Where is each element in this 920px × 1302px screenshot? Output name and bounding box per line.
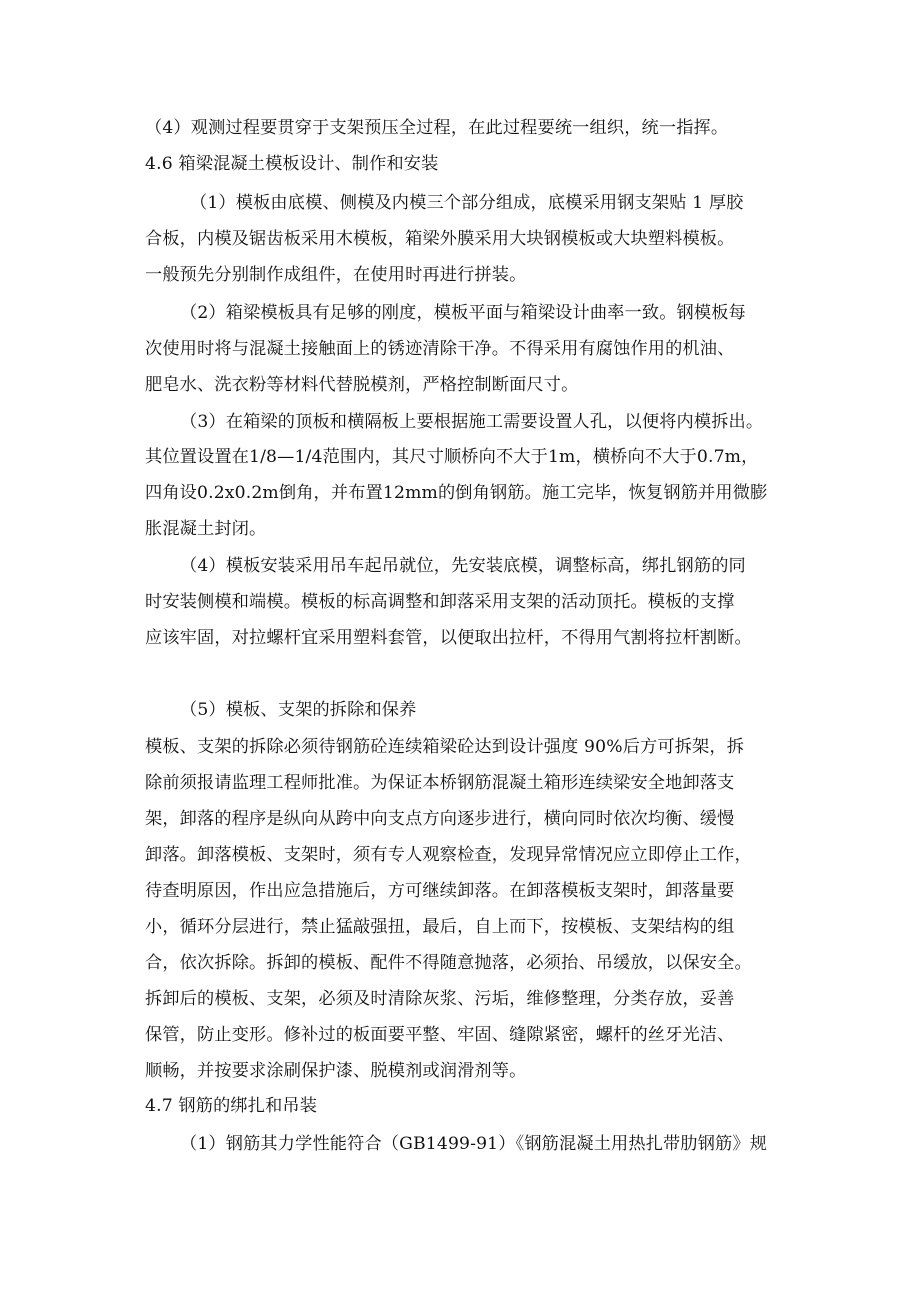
paragraph-5-line-5: 待查明原因，作出应急措施后，方可继续卸落。在卸落模板支架时，卸落量要	[145, 881, 735, 901]
paragraph-5-line-7: 合，依次拆除。拆卸的模板、配件不得随意抛落，必须抬、吊缓放，以保安全。	[145, 953, 752, 973]
paragraph-2-line-2: 次使用时将与混凝土接触面上的锈迹清除干净。不得采用有腐蚀作用的机油、	[145, 339, 735, 359]
paragraph-2-line-3: 肥皂水、洗衣粉等材料代替脱模剂，严格控制断面尺寸。	[145, 375, 579, 395]
paragraph-5-line-8: 拆卸后的模板、支架，必须及时清除灰浆、污垢，维修整理，分类存放，妥善	[145, 989, 735, 1009]
paragraph-3-line-1: （3）在箱梁的顶板和横隔板上要根据施工需要设置人孔，以便将内模拆出。	[180, 412, 764, 432]
paragraph-4-line-3: 应该牢固，对拉螺杆宜采用塑料套管，以便取出拉杆，不得用气割将拉杆割断。	[145, 628, 752, 648]
paragraph-1-line-2: 合板，内模及锯齿板采用木模板，箱梁外膜采用大块钢模板或大块塑料模板。	[145, 229, 735, 249]
paragraph-2-line-1: （2）箱梁模板具有足够的刚度，模板平面与箱梁设计曲率一致。钢模板每	[180, 303, 746, 323]
paragraph-5-line-4: 卸落。卸落模板、支架时，须有专人观察检查，发现异常情况应立即停止工作，	[145, 845, 752, 865]
paragraph-5-line-9: 保管，防止变形。修补过的板面要平整、牢固、缝隙紧密，螺杆的丝牙光洁、	[145, 1025, 735, 1045]
paragraph-1-line-3: 一般预先分别制作成组件，在使用时再进行拼装。	[145, 265, 527, 285]
paragraph-4-line-2: 时安装侧模和端模。模板的标高调整和卸落采用支架的活动顶托。模板的支撑	[145, 592, 735, 612]
paragraph-5-line-10: 顺畅，并按要求涂刷保护漆、脱模剂或润滑剂等。	[145, 1061, 527, 1081]
section-heading-4-7: 4.7 钢筋的绑扎和吊装	[145, 1096, 318, 1116]
paragraph-5-line-1: 模板、支架的拆除必须待钢筋砼连续箱梁砼达到设计强度 90%后方可拆架，拆	[145, 737, 745, 757]
paragraph-5-line-3: 架，卸落的程序是纵向从跨中向支点方向逐步进行，横向同时依次均衡、缓慢	[145, 809, 735, 829]
paragraph-6-line-1: （1）钢筋其力学性能符合（GB1499-91）《钢筋混凝土用热扎带肋钢筋》规	[180, 1134, 768, 1154]
paragraph-3-line-2: 其位置设置在1/8—1/4范围内，其尺寸顺桥向不大于1m，横桥向不大于0.7m，	[145, 447, 759, 467]
section-heading-4-6: 4.6 箱梁混凝土模板设计、制作和安装	[145, 154, 439, 174]
paragraph-5-line-6: 小，循环分层进行，禁止猛敲强扭，最后，自上而下，按模板、支架结构的组	[145, 917, 735, 937]
paragraph-5-line-2: 除前须报请监理工程师批准。为保证本桥钢筋混凝土箱形连续梁安全地卸落支	[145, 773, 735, 793]
paragraph-4-line-1: （4）模板安装采用吊车起吊就位，先安装底模，调整标高，绑扎钢筋的同	[180, 556, 746, 576]
paragraph-3-line-4: 胀混凝土封闭。	[145, 519, 267, 539]
paragraph-5-heading: （5）模板、支架的拆除和保养	[180, 700, 417, 720]
paragraph-1-line-1: （1）模板由底模、侧模及内模三个部分组成，底模采用钢支架贴 1 厚胶	[190, 193, 744, 213]
paragraph-3-line-3: 四角设0.2x0.2m倒角，并布置12mm的倒角钢筋。施工完毕，恢复钢筋并用微膨	[145, 483, 768, 503]
paragraph-4-observation: （4）观测过程要贯穿于支架预压全过程，在此过程要统一组织，统一指挥。	[145, 118, 729, 138]
